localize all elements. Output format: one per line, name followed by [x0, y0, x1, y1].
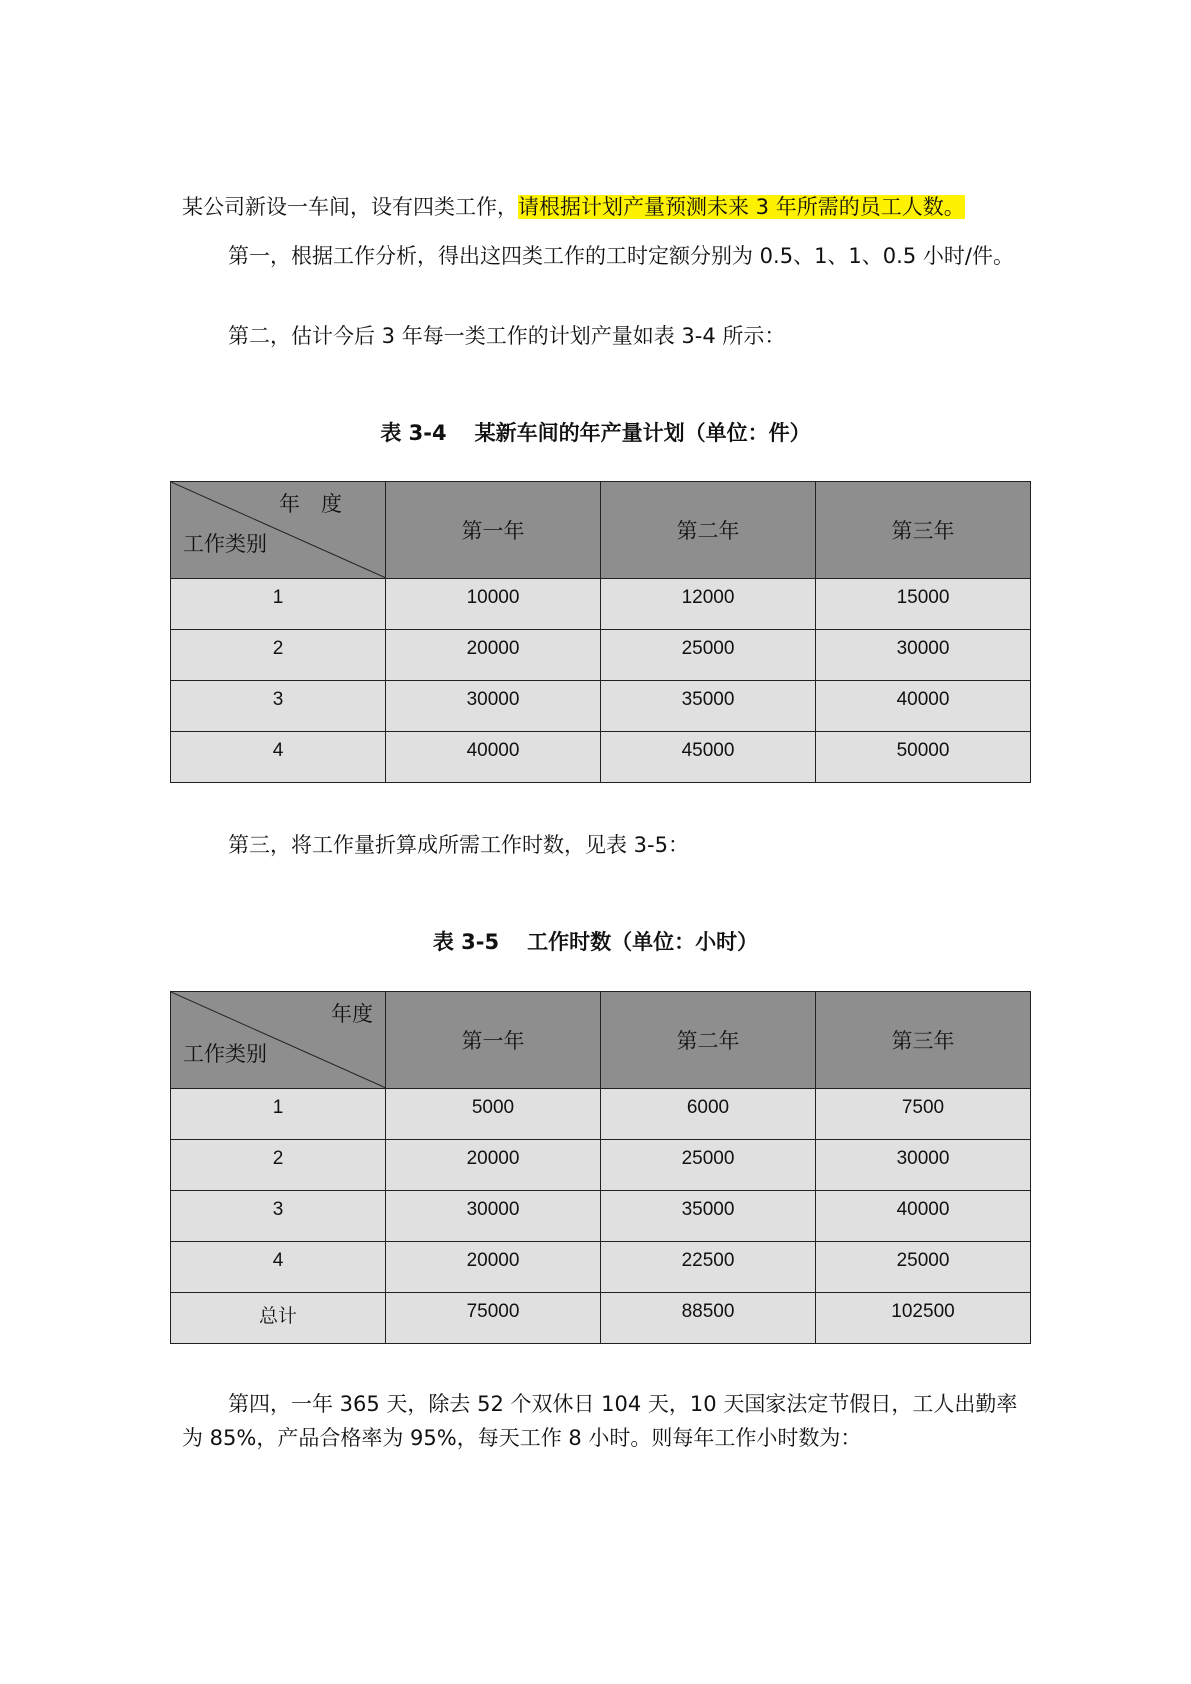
table-3-4-caption	[0, 417, 1191, 447]
table-cell: 45000	[601, 732, 816, 783]
intro-text: 某公司新设一车间，设有四类工作，	[182, 195, 518, 219]
table-3-5-header-year-2: 第二年	[601, 992, 816, 1089]
table-3-4-caption-title: 某新车间的年产量计划（单位：件）	[474, 421, 811, 445]
table-cell: 30000	[816, 1140, 1031, 1191]
row-label: 4	[171, 1242, 386, 1293]
table-row	[171, 1191, 1031, 1242]
step-one-paragraph: 第一，根据工作分析，得出这四类工作的工时定额分别为 0.5、1、1、0.5 小时/件。	[228, 244, 1014, 268]
table-cell: 25000	[601, 630, 816, 681]
row-label-total: 总计	[171, 1293, 386, 1344]
table-3-5-corner-year: 年度	[331, 1002, 373, 1026]
table-cell: 40000	[816, 1191, 1031, 1242]
table-cell: 88500	[601, 1293, 816, 1344]
table-3-4-header-year-2: 第二年	[601, 482, 816, 579]
table-3-5-corner-cell	[171, 992, 386, 1089]
table-cell: 12000	[601, 579, 816, 630]
row-label: 1	[171, 579, 386, 630]
table-cell: 6000	[601, 1089, 816, 1140]
table-cell: 25000	[601, 1140, 816, 1191]
table-cell: 30000	[816, 630, 1031, 681]
intro-paragraph	[182, 190, 1022, 224]
row-label: 1	[171, 1089, 386, 1140]
table-3-5-header-row	[171, 992, 1031, 1089]
table-3-4-corner-category: 工作类别	[183, 532, 267, 556]
table-row	[171, 732, 1031, 783]
table-cell: 30000	[386, 1191, 601, 1242]
table-3-5	[170, 991, 1031, 1344]
table-cell: 40000	[816, 681, 1031, 732]
table-cell: 50000	[816, 732, 1031, 783]
row-label: 3	[171, 1191, 386, 1242]
row-label: 3	[171, 681, 386, 732]
table-cell: 22500	[601, 1242, 816, 1293]
table-cell: 5000	[386, 1089, 601, 1140]
table-3-4	[170, 481, 1031, 783]
table-3-4-header-year-3: 第三年	[816, 482, 1031, 579]
step-two-paragraph: 第二，估计今后 3 年每一类工作的计划产量如表 3-4 所示：	[228, 324, 786, 348]
table-cell: 30000	[386, 681, 601, 732]
table-cell: 20000	[386, 630, 601, 681]
table-row	[171, 1140, 1031, 1191]
intro-highlighted-text: 请根据计划产量预测未来 3 年所需的员工人数。	[518, 195, 965, 219]
table-3-4-header-year-1: 第一年	[386, 482, 601, 579]
table-3-5-corner-category: 工作类别	[183, 1042, 267, 1066]
table-cell: 7500	[816, 1089, 1031, 1140]
table-cell: 40000	[386, 732, 601, 783]
row-label: 2	[171, 630, 386, 681]
table-3-5-caption-number: 表 3-5	[432, 930, 500, 954]
table-3-5-caption-title: 工作时数（单位：小时）	[527, 930, 759, 954]
table-cell: 35000	[601, 1191, 816, 1242]
table-cell: 25000	[816, 1242, 1031, 1293]
table-3-4-header-row	[171, 482, 1031, 579]
table-3-5-caption	[0, 926, 1191, 956]
table-row-total	[171, 1293, 1031, 1344]
table-cell: 20000	[386, 1140, 601, 1191]
step-four-paragraph: 第四，一年 365 天，除去 52 个双休日 104 天，10 天国家法定节假日，工人出勤率为 85%，产品合格率为 95%，每天工作 8 小时。则每年工作小时数为：	[182, 1392, 1018, 1450]
table-cell: 10000	[386, 579, 601, 630]
table-row	[171, 579, 1031, 630]
table-row	[171, 630, 1031, 681]
table-3-4-corner-cell	[171, 482, 386, 579]
table-cell: 75000	[386, 1293, 601, 1344]
table-cell: 102500	[816, 1293, 1031, 1344]
table-cell: 20000	[386, 1242, 601, 1293]
step-three-paragraph: 第三，将工作量折算成所需工作时数，见表 3-5：	[228, 833, 689, 857]
table-3-4-corner-year: 年 度	[279, 492, 342, 516]
table-row	[171, 1089, 1031, 1140]
table-3-5-header-year-1: 第一年	[386, 992, 601, 1089]
table-row	[171, 1242, 1031, 1293]
table-cell: 35000	[601, 681, 816, 732]
row-label: 4	[171, 732, 386, 783]
table-row	[171, 681, 1031, 732]
table-cell: 15000	[816, 579, 1031, 630]
row-label: 2	[171, 1140, 386, 1191]
table-3-5-header-year-3: 第三年	[816, 992, 1031, 1089]
table-3-4-caption-number: 表 3-4	[380, 421, 447, 445]
